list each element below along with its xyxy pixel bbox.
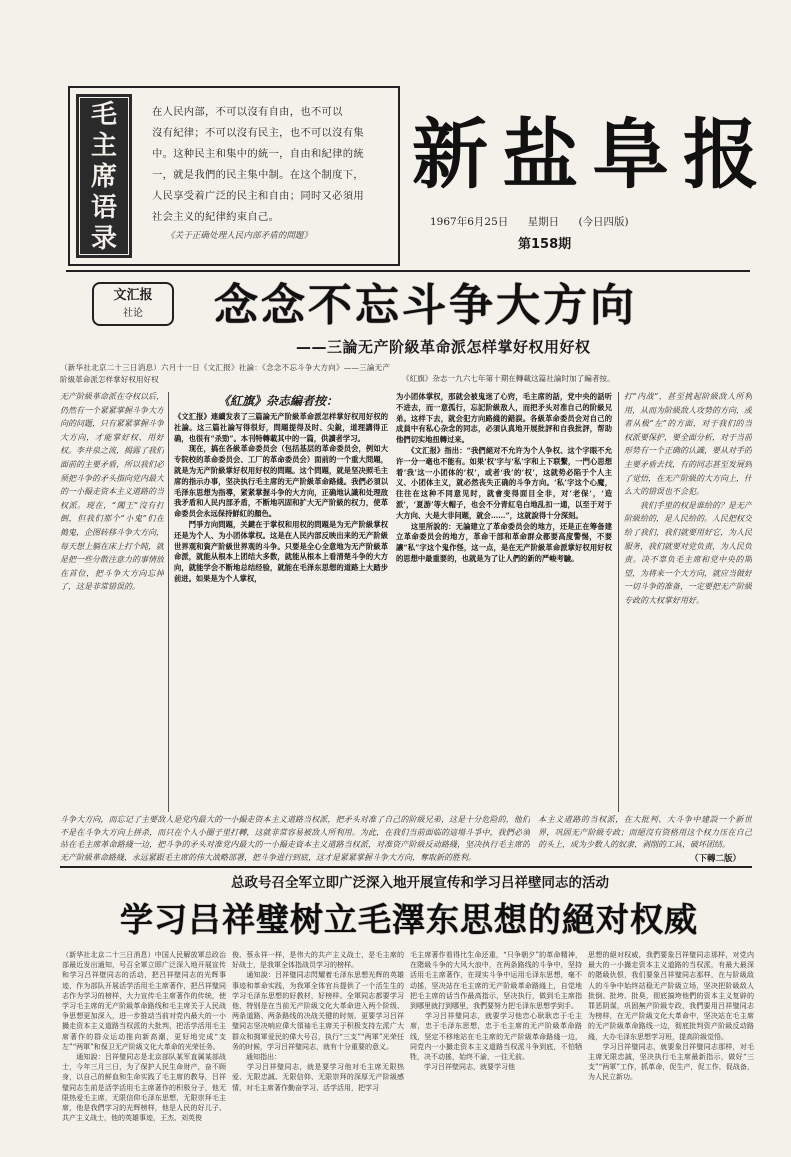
editorial-lead: （新华社北京二十三日消息）六月十一日《文汇报》社論：《念念不忘斗争大方向》——三論无产阶級革命派怎样掌好权用好权	[60, 363, 390, 384]
editorial-handwritten-tail: 本主义道路的当权派，在大批判、大斗争中建設一个新世界，巩固无产阶級专政；而絕沒有资格用这个权力压在自己的头上，成为少数人的奴隶、剥削的工具，破坏团结。	[538, 815, 752, 849]
editorial-tag-source: 文汇报	[113, 288, 153, 303]
paper-name-char: 报	[682, 109, 757, 199]
paper-name-char: 新	[412, 109, 486, 199]
quote-text	[152, 102, 392, 242]
col-divider-1	[168, 392, 169, 812]
date-line	[430, 212, 750, 232]
editorial-headline: 念念不忘斗争大方向	[214, 280, 637, 331]
quote-label-char: 席	[90, 162, 117, 192]
page-count: (今日四版)	[578, 216, 629, 228]
issue-date: 1967年6月25日	[430, 216, 509, 228]
article2-col-3: 毛主席著作看得比生命还重，“只争朝夕”的革命精神，在階級斗争的大风大浪中，在两条路线的斗争中，坚持活用毛主席著作，在现实斗争中运用毛泽东思想，毫不动搖，坚决站在毛主席的无产阶級革命路綫上，自觉地把毛主席的话当作最高指示，坚决执行，做到毛主席指到哪里就打到哪里，我們要努力把毛泽东思想学到手。 学习吕祥璧同志，就要学习他忠心耿耿忠于毛主席，忠于毛泽东思想，忠于毛主席的无产阶級革命路线，坚定不移地站在毛主席的无产阶級革命路綫一边，同党内一小撮走资本主义道路当权派斗争到底，不怕牺牲，决不动搖，始终不渝，一往无前。 学习吕祥壁同志，就要学习他	[410, 951, 582, 1072]
section-rule	[60, 866, 752, 868]
article2-headline: 学习吕祥璧树立毛澤东思想的絕对权威	[120, 900, 698, 939]
editor-note-title: 《紅旗》杂志編者按：	[218, 394, 339, 408]
continued-note: （下轉二版）	[690, 854, 742, 864]
editorial-handwritten-col-right: 打“内战”，甚至挑起阶級敌人所利用，从而为阶級敌人攻势的方向，或者从极“左”的方面，对于我们的当权派要保护，要全面分析，对于当前形势有一个正确的认識，要从对手的主要矛盾去找，有的同志甚至发展到了觉悟，在无产阶級的大方向上，什么大的错误也不会犯。 我们手里的权是谁给的？是无产阶級给的，是人民给的。人民把权交给了我们，我们就要用好它，为人民服务，我们就要对党负责，为人民负责。决不辜负毛主席和党中央的期望，为将来一个大方向，就应当做好一切斗争的准备，一定要把无产阶級专政的大权掌好用好。	[624, 392, 752, 605]
quote-label-char: 录	[90, 224, 117, 254]
editorial-lead-note: 《紅旗》杂志一九六七年第十期在轉載这篇社論时加了編者按。	[402, 374, 615, 383]
quote-box	[68, 86, 400, 266]
editorial-tag	[92, 282, 174, 326]
editorial-subhead: ——三論无产阶級革命派怎样掌好权用好权	[296, 338, 591, 356]
masthead-rule	[66, 270, 750, 272]
quote-line: 沒有紀律；不可以沒有民主，也不可以沒有集	[152, 127, 364, 139]
editorial-handwritten-bottom: 斗争大方向，而忘记了主要敌人是党内最大的一小撮走资本主义道路当权派，把矛头对准了自己的阶級兄弟，这是十分危险的，他们不是在斗争大方向上拼杀，而只在个人小圈子里打轉，这就非常容易被敌人所利用。为此，在我们当前面临的這場斗爭中，我們必須站在毛主席革命路綫一边，把斗争的矛头对准党内最大的一小撮走資本主义道路当权派，对准资产阶級反动路綫，坚决执行毛主席的无产阶級革命路綫，永远紧跟毛主席的伟大战略部署，把斗争进行到底，这才是紧紧掌握斗争大方向，奪取新的胜利。	[60, 815, 530, 862]
quote-label-char: 毛	[90, 100, 117, 130]
editorial-handwritten-col-left: 无产阶級革命派在夺权以后，仍然有一个紧紧掌握斗争大方向的问题，只有紧紧掌握斗争大方向，才能掌好权、用好权。李井泉之流，揭露了我们面前的主要矛盾，所以我们必须把斗争的矛头指向党内最大的一小撮走资本主义道路的当权派。现在，“闖王”沒有打倒，但我们那个“小鬼”们在搗鬼，企图转移斗争大方向，每天想上躺在床上打个盹，就是把一些分散注意力的事情放在首位，把斗争大方向忘掉了，这是非常错误的。	[60, 392, 164, 592]
paper-name-char: 盐	[502, 109, 577, 199]
editorial-col-2: 《文汇报》連續发表了三篇論无产阶級革命派怎样掌好权用好权的社論。这三篇社論写得很好，問題提得及时、尖銳，道理講得正确，也很有“杀勁”。本刊特轉載其中的一篇，供讀者学习。 现在，搞在各級革命委员会（包括基层的革命委员会，例如大专院校的革命委员会、工厂的革命委员会）面前的一个重大問題，就是为无产阶級掌好权用好权的問題。这个問題，就是坚决照毛主席的指示办事，坚决执行毛主席的无产阶級革命路綫。我們必須以毛泽东思想为指導，紧紧掌握斗争的大方向，正确地认識和处理敌我矛盾和人民内部矛盾，不断地巩固和扩大无产阶級的权力，使革命委员会永远保持鮮紅的顏色。 鬥爭方向問題，关鍵在于掌权和用权的問題是为无产阶級掌权还是为个人、为小团体掌权。这是在人民内部反映出来的无产阶級世界观和資产阶級世界观的斗争。只要是全心全意地为无产阶級革命派，就能从根本上团结大多数，就能从根本上看清楚斗争的大方向，就能学会不断地总结经验，就能在毛泽东思想的道路上大踏步前进。如果是为个人掌权，	[174, 412, 388, 583]
quote-line: 社会主义的紀律約束自己。	[152, 211, 280, 223]
editorial-tag-type: 社论	[123, 308, 143, 319]
paper-name-char: 阜	[592, 109, 667, 199]
masthead	[40, 30, 757, 270]
quote-line: 在人民内部，不可以沒有自由，也不可以	[152, 106, 343, 118]
article2-kicker: 总政号召全军立即广泛深入地开展宣传和学习吕祥壁同志的活动	[231, 875, 609, 891]
quote-label-chars	[76, 100, 132, 255]
quote-line: 中。这种民主和集中的統一，自由和紀律的統	[152, 148, 364, 160]
article2-col-4: 思想的絕对权威，我們要象吕祥璧同志那样，对党内最大的一小撮走资本主义道路的当权派，有最大最深的階級仇恨，我们要象吕祥璧同志那样，在与阶級敌人的斗争中始终站稳无产阶級立场，坚决把阶級敌人批倒、批垮、批臭，彻底搞垮他們的资本主义复辟的罪恶阴谋，巩固無产阶級专政，我們要用吕祥璧同志为榜样，在无产阶級文化大革命中，坚决站在毛主席的无产阶級革命路线一边，彻底批判资产阶級反动路綫，大办毛泽东思想学习班，提高阶級觉悟。 学习吕祥璧同志，就要象吕祥璧同志那样，对毛主席无限忠誠，坚决执行毛主席最新指示，做好“三支”“两軍”工作，抓革命，促生产，促工作，促战备，为人民立新功。	[588, 951, 754, 1082]
issue-number: 第158期	[518, 237, 572, 252]
quote-line: 人民享受着广泛的民主和自由；同时又必須用	[152, 190, 364, 202]
quote-label-char: 主	[90, 131, 117, 161]
quote-lines	[152, 102, 392, 228]
article2-col-2: 俊、蔡永祥一样，是伟大的共产主义战士，是毛主席的好战士，是我軍全体指战员学习的榜样。 通知說：吕祥璧同志閃耀着毛泽东思想光辉的英雄事迹和革命实践，为我軍全体官兵提供了一个活生生的学习毛泽东思想的好教材，好榜样。全軍同志都要学习他，特别是在当前无产阶級文化大革命进入两个阶级、两条道路、两条路线的决战关键的时刻，更要学习吕祥璧同志坚决响应偉大領袖毛主席关于积极支持左派广大群众和拥軍爱民的偉大号召，执行“三支”“两軍”光荣任务的时候，学习吕祥璧同志，就有十分重要的意义。 通知指出： 学习吕祥璧同志，就是要学习他对毛主席无限热爱、无限忠誠、无限信仰、无限崇拜的深厚无产阶級感情，对毛主席著作勤奋学习、活学活用，把学习	[232, 951, 404, 1092]
quote-label	[76, 94, 132, 258]
editorial-col-3: 为小团体掌权，那就会被鬼迷了心窍，毛主席的話，党中央的話听不进去，而一意孤行，忘記阶級敌人，而把矛头对准自己的阶級兄弟。这样下去，就会犯方向路綫的錯誤。各級革命委员会对自己的成員中有私心杂念的同志，必須认真地开展批評和自我批評，帮助他們切实地扭轉过来。 《文汇报》指出：“我們絕对不允许为个人争权、这个字眼不允许一分一毫也不能有。如果‘权’字与‘私’字和上下联繫，一門心思想着‘我’这一小团体的‘权’，或者‘我’的‘权’，这就势必陷于个人主义、小团体主义，就必然丧失正确的斗争方向。‘私’字这个心魔，往往在这种不同意见时，就會变得面目全非，对‘老保’，‘造派’，‘夏游’等大帽子，也会不分青紅皂白地乱扣一通，以至于对于大方向、大是大非问题，就会……”，这就說得十分深刻。 这里所說的：无論建立了革命委员会的地方，还是正在筹备建立革命委员会的地方，革命干部和革命群众都要高度警惕，不要讓“私”字这个鬼作怪，这一点，是在无产阶級革命派掌好权用好权的思想中最重要的，也就是为了让人們的新的严峻考驗。	[396, 392, 612, 563]
quote-source: 《关于正确处理人民内部矛盾的問題》	[166, 231, 313, 241]
quote-line: 一，就是我們的民主集中制。在这个制度下，	[152, 169, 364, 181]
article2-col-1: （新华社北京二十三日消息）中国人民解放軍总政治部最近发出通知，号召全軍立即广泛深入地开展宣传和学习吕祥壁同志的活动，把吕祥壁同志的光辉事迹，作为部队开展活学活用毛主席著作，把吕祥璧同志作为学习的榜样，大力宣传毛主席著作的传统，使学习毛主席的无产阶級革命路线和毛主席关于人民战争思想更加深入，进一步推动当前对党内最大的一小撮走资本主义道路当权派的大批判，把活学活用毛主席著作的群众运动推向新高潮，更好地完成“支左”“两軍”和保卫无产阶級文化大革命的光荣任务。 通知說：吕祥璧同志是北京部队某军直属某部战士，今年三月三日，为了保护人民生命财产，奋不顾身，以自己的鮮血和生命实践了毛主席的教导，吕祥璧同志生前是活学活用毛主席著作的积极分子，他无限热爱毛主席，无限信仰毛泽东思想，无限崇拜毛主席，他是我們学习的光辉榜样，他是人民的好儿子、共产主义战士，他的英雄事迹，王杰、刘英俊	[62, 951, 226, 1123]
paper-name	[412, 88, 757, 208]
quote-label-char: 语	[90, 193, 117, 223]
col-divider-2	[618, 392, 619, 812]
issue-weekday: 星期日	[527, 216, 560, 228]
